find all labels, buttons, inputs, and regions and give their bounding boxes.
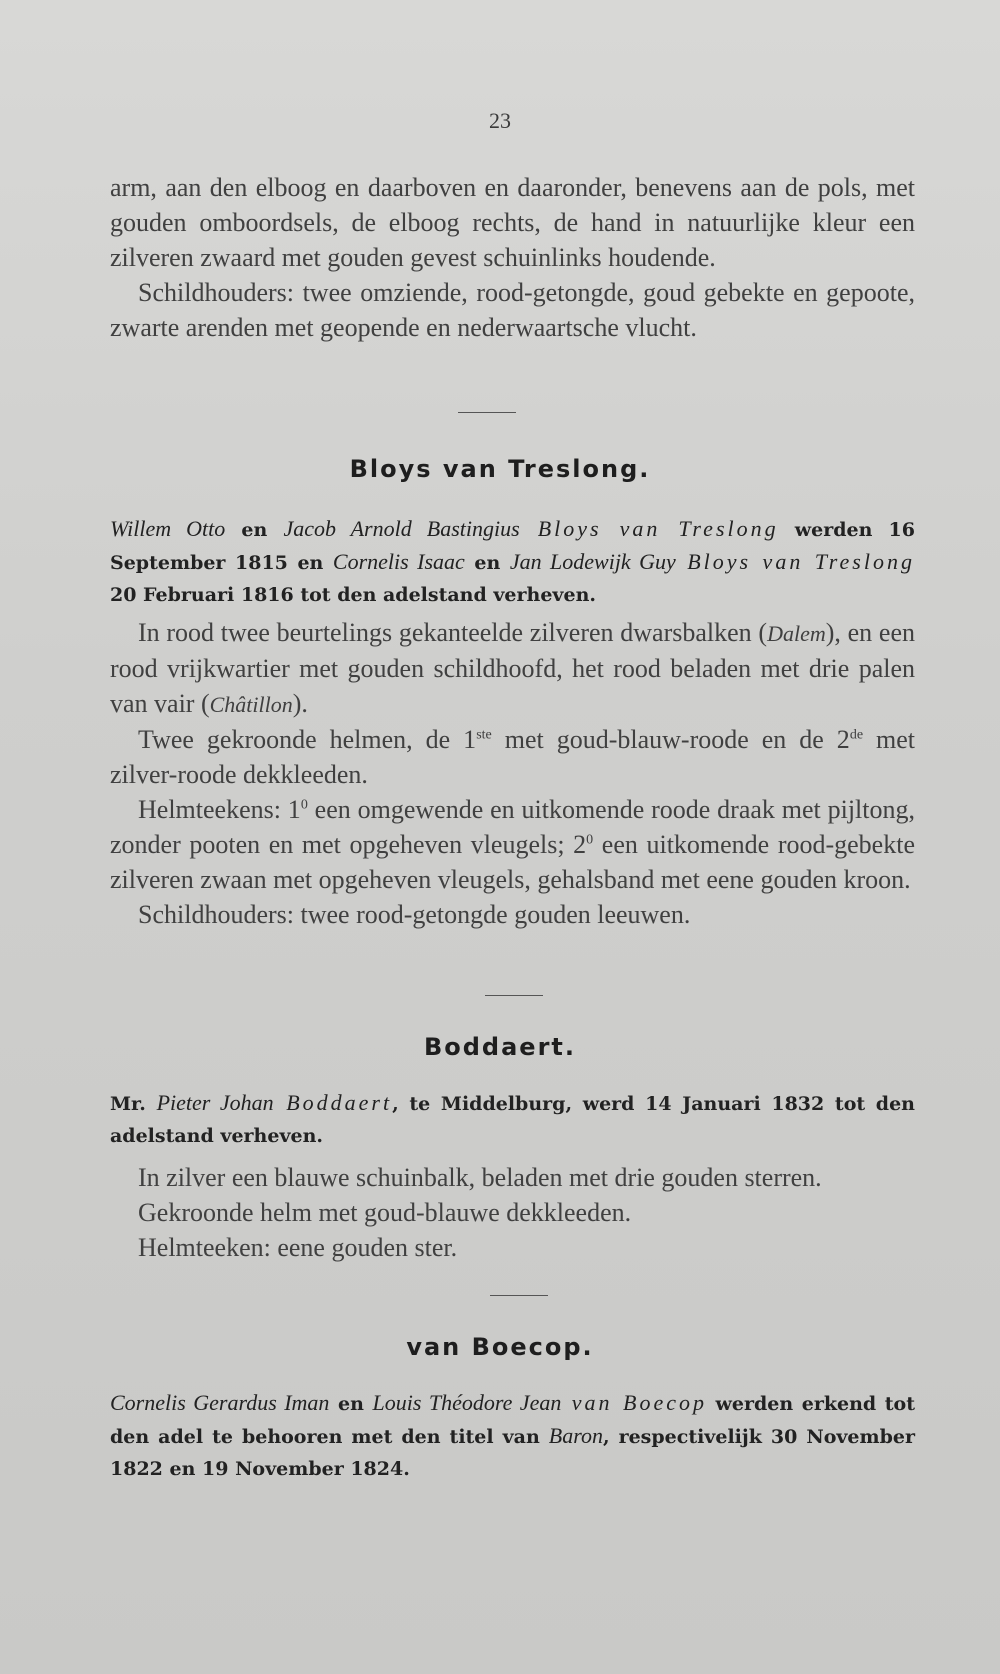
text: met goud-blauw-roode en de 2 [491,725,850,754]
text: en [464,552,510,574]
section-heading-bloys: Bloys van Treslong. [349,455,651,483]
text: ). [292,689,308,718]
boecop-intro [110,1387,915,1485]
text: Mr. [110,1093,157,1115]
place-name: Châtillon [209,692,293,717]
place-name: Dalem [767,621,826,646]
paragraph: Schildhouders: twee rood-getongde gouden leeuwen. [138,900,691,929]
text: Helmteekens: 1 [138,795,301,824]
superscript: 0 [586,832,594,848]
bloys-body [110,615,915,932]
person-name: Louis Théodore Jean [372,1390,562,1415]
bloys-intro [110,513,915,611]
paragraph: In zilver een blauwe schuinbalk, beladen met drie gouden sterren. [138,1163,822,1192]
section-heading-boecop: van Boecop. [406,1333,594,1361]
top-text-block [110,170,915,345]
paragraph: arm, aan den elboog en daarboven en daaronder, benevens aan de pols, met gouden omboordsels, de elboog rechts, de hand in natuurlijke kleur een zilveren zwaard met gouden gevest schuinlinks houdende. [110,173,915,272]
family-name: Bloys van Treslong [675,549,915,574]
text: , respectivelijk 30 November 1822 en 19 November 1824. [110,1426,916,1480]
page-number: 23 [489,108,511,133]
paragraph: Helmteeken: eene gouden ster. [138,1233,458,1262]
paragraph: Schildhouders: twee omziende, rood-getongde, goud gebekte en gepoote, zwarte arenden met geopende en nederwaartsche vlucht. [110,278,915,342]
person-name: Cornelis Gerardus Iman [110,1390,330,1415]
section-divider [458,412,516,413]
section-divider [490,1295,548,1296]
superscript: ste [476,727,492,743]
superscript: 0 [300,797,308,813]
text: werden 16 September 1815 en [110,519,915,574]
person-name: Jan Lodewijk Guy [509,549,676,574]
paragraph [110,792,915,897]
family-name: van Boecop [561,1390,707,1415]
text: werden erkend tot den adel te behooren met den titel van [110,1393,916,1448]
text: , te Middelburg, werd 14 Januari 1832 tot den adelstand verheven. [110,1093,915,1147]
family-name: Bloys van Treslong [519,516,779,541]
text: Twee gekroonde helmen, de 1 [138,725,477,754]
paragraph [110,722,915,792]
paragraph: Gekroonde helm met goud-blauwe dekkleeden. [138,1198,632,1227]
person-name: Pieter Johan [156,1090,274,1115]
text: een omgewende en uitkomende roode draak met pijltong, zonder pooten en met opgeheven vleugels; 2 [110,795,915,859]
boddaert-body [110,1160,915,1265]
text: 20 Februari 1816 tot den adelstand verheven. [110,584,596,606]
person-name: Jacob Arnold Bastingius [283,516,520,541]
boddaert-intro [110,1087,915,1152]
text: ), en een rood vrijkwartier met gouden schildhoofd, het rood beladen met drie palen van vair ( [110,618,916,718]
text: met zilver-roode dekkleeden. [110,725,916,789]
text: een uitkomende rood-gebekte zilveren zwaan met opgeheven vleugels, gehalsband met eene gouden kroon. [110,830,915,894]
person-name: Willem Otto [110,516,226,541]
person-name: Cornelis Isaac [332,549,465,574]
section-divider [485,995,543,996]
text: en [329,1393,373,1415]
text: en [225,519,284,541]
title: Baron [548,1423,603,1448]
text: In rood twee beurtelings gekanteelde zilveren dwarsbalken ( [138,618,768,647]
superscript: de [849,727,864,743]
paragraph [110,615,915,722]
section-heading-boddaert: Boddaert. [423,1033,577,1061]
family-name: Boddaert [273,1090,393,1115]
